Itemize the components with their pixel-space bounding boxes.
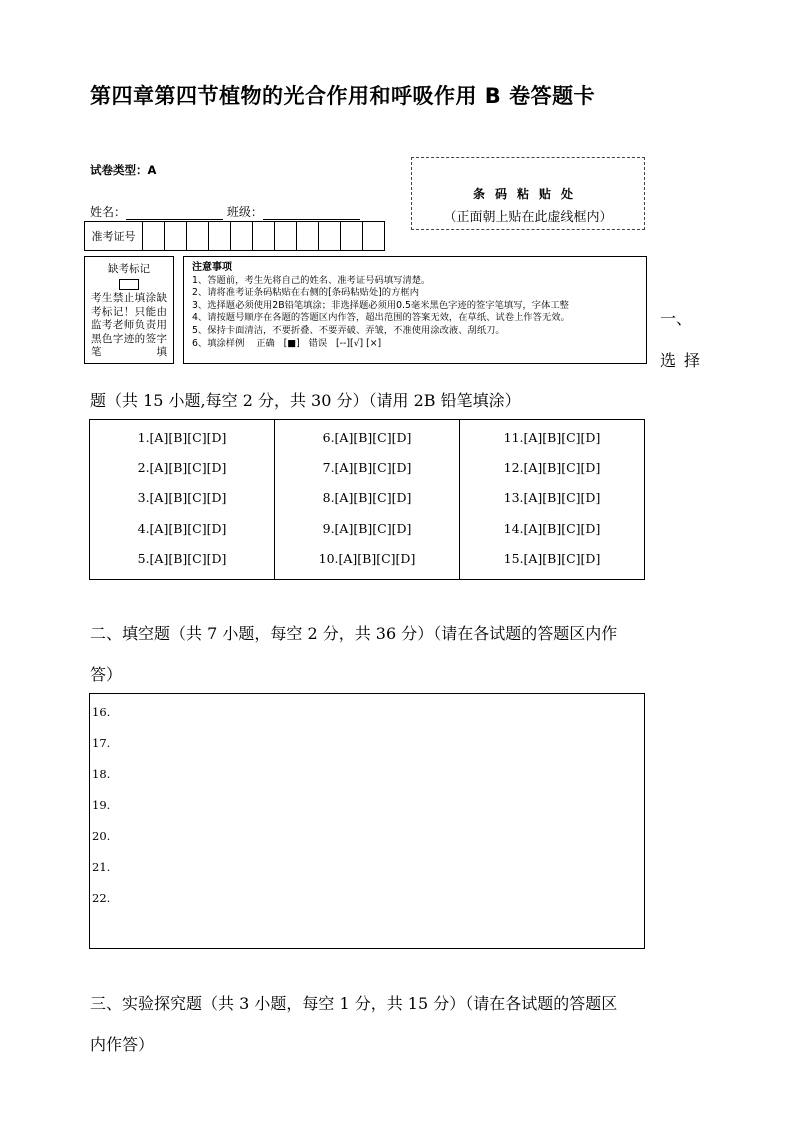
choice-item[interactable]: 6.[A][B][C][D]: [322, 430, 412, 445]
fill-item-number: 19.: [92, 798, 111, 812]
exam-number-box: [84, 221, 385, 251]
name-label: 姓名：: [90, 205, 127, 219]
choice-item[interactable]: 12.[A][B][C][D]: [503, 460, 601, 476]
fill-item-number: 22.: [92, 891, 111, 905]
choice-item[interactable]: 15.[A][B][C][D]: [503, 550, 601, 566]
fill-blank-answer-area[interactable]: [89, 693, 645, 949]
exam-number-cell[interactable]: [165, 222, 187, 250]
choice-answer-grid: [89, 419, 645, 580]
choice-item[interactable]: 7.[A][B][C][D]: [322, 460, 412, 476]
section1-heading-part2: 选择: [660, 351, 709, 370]
note-item: 1、答题前，考生先将自己的姓名、准考证号码填写清楚。: [192, 274, 431, 286]
exam-number-cell[interactable]: [209, 222, 231, 250]
missing-mark-checkbox[interactable]: [119, 279, 139, 290]
fill-item-number: 18.: [92, 767, 111, 781]
class-label: 班级：: [226, 205, 263, 219]
fill-item-number: 16.: [92, 705, 111, 719]
choice-item[interactable]: 1.[A][B][C][D]: [137, 430, 227, 445]
note-item: 2、请将准考证条码粘贴在右侧的[条码粘贴处]的方框内: [192, 287, 419, 299]
exam-number-cell[interactable]: [143, 222, 165, 250]
name-class-line: [90, 203, 360, 220]
barcode-area: [411, 157, 645, 230]
choice-column: [90, 420, 275, 579]
barcode-title: 条码粘贴处: [472, 187, 583, 201]
section2-heading-line1: 二、填空题（共 7 小题，每空 2 分，共 36 分）（请在各试题的答题区内作: [90, 624, 618, 643]
exam-number-cell[interactable]: [187, 222, 209, 250]
exam-number-cell[interactable]: [319, 222, 341, 250]
section2-heading-line2: 答）: [90, 665, 123, 684]
section3-heading-line1: 三、实验探究题（共 3 小题，每空 1 分，共 15 分）（请在各试题的答题区: [90, 994, 618, 1013]
exam-number-cell[interactable]: [253, 222, 275, 250]
missing-exam-mark-box: [84, 256, 174, 364]
section1-heading-line2: 题（共 15 小题,每空 2 分，共 30 分）（请用 2B 铅笔填涂）: [90, 391, 521, 410]
note-item: 4、请按题号顺序在各题的答题区内作答，超出范围的答案无效，在草纸、试卷上作答无效。: [192, 312, 570, 324]
choice-item[interactable]: 3.[A][B][C][D]: [137, 490, 227, 506]
choice-column: [460, 420, 644, 579]
missing-mark-header: 缺考标记: [108, 263, 150, 275]
exam-number-cell[interactable]: [341, 222, 363, 250]
notes-header: 注意事项: [192, 262, 232, 273]
exam-number-cell[interactable]: [363, 222, 384, 250]
exam-number-label: 准考证号: [85, 222, 143, 250]
fill-item-number: 20.: [92, 829, 111, 843]
fill-item-number: 21.: [92, 860, 111, 874]
exam-number-cell[interactable]: [231, 222, 253, 250]
choice-item[interactable]: 9.[A][B][C][D]: [322, 520, 412, 536]
choice-item[interactable]: 4.[A][B][C][D]: [137, 520, 227, 536]
choice-column: [275, 420, 460, 579]
missing-mark-text: 考生禁止填涂缺考标记！只能由监考老师负责用黑色字迹的签字笔填: [91, 292, 167, 358]
note-item: 5、保持卡面清洁，不要折叠、不要弄破、弄皱，不准使用涂改液、刮纸刀。: [192, 324, 505, 336]
note-item: 3、选择题必须使用2B铅笔填涂；非选择题必须用0.5毫米黑色字迹的签字笔填写，字体工整: [192, 299, 569, 311]
choice-item[interactable]: 2.[A][B][C][D]: [137, 460, 227, 476]
section1-heading-part1: 一、: [660, 309, 693, 328]
paper-type-label: 试卷类型：A: [90, 163, 157, 177]
choice-item[interactable]: 10.[A][B][C][D]: [318, 550, 416, 566]
name-field[interactable]: [126, 206, 223, 220]
choice-item[interactable]: 14.[A][B][C][D]: [503, 520, 601, 536]
exam-number-cell[interactable]: [275, 222, 297, 250]
notes-box: [183, 256, 647, 364]
choice-item[interactable]: 5.[A][B][C][D]: [137, 550, 227, 566]
barcode-instruction: （正面朝上贴在此虚线框内）: [443, 210, 613, 225]
section3-heading-line2: 内作答）: [90, 1035, 155, 1054]
choice-item[interactable]: 8.[A][B][C][D]: [322, 490, 412, 506]
choice-item[interactable]: 11.[A][B][C][D]: [503, 430, 601, 445]
choice-item[interactable]: 13.[A][B][C][D]: [503, 490, 601, 506]
fill-item-number: 17.: [92, 736, 111, 750]
note-item: 6、填涂样例 正确 [■] 错误 [--][√] [×]: [192, 337, 382, 349]
exam-number-cell[interactable]: [297, 222, 319, 250]
class-field[interactable]: [263, 206, 360, 220]
page-title: 第四章第四节植物的光合作用和呼吸作用 B 卷答题卡: [90, 84, 596, 108]
